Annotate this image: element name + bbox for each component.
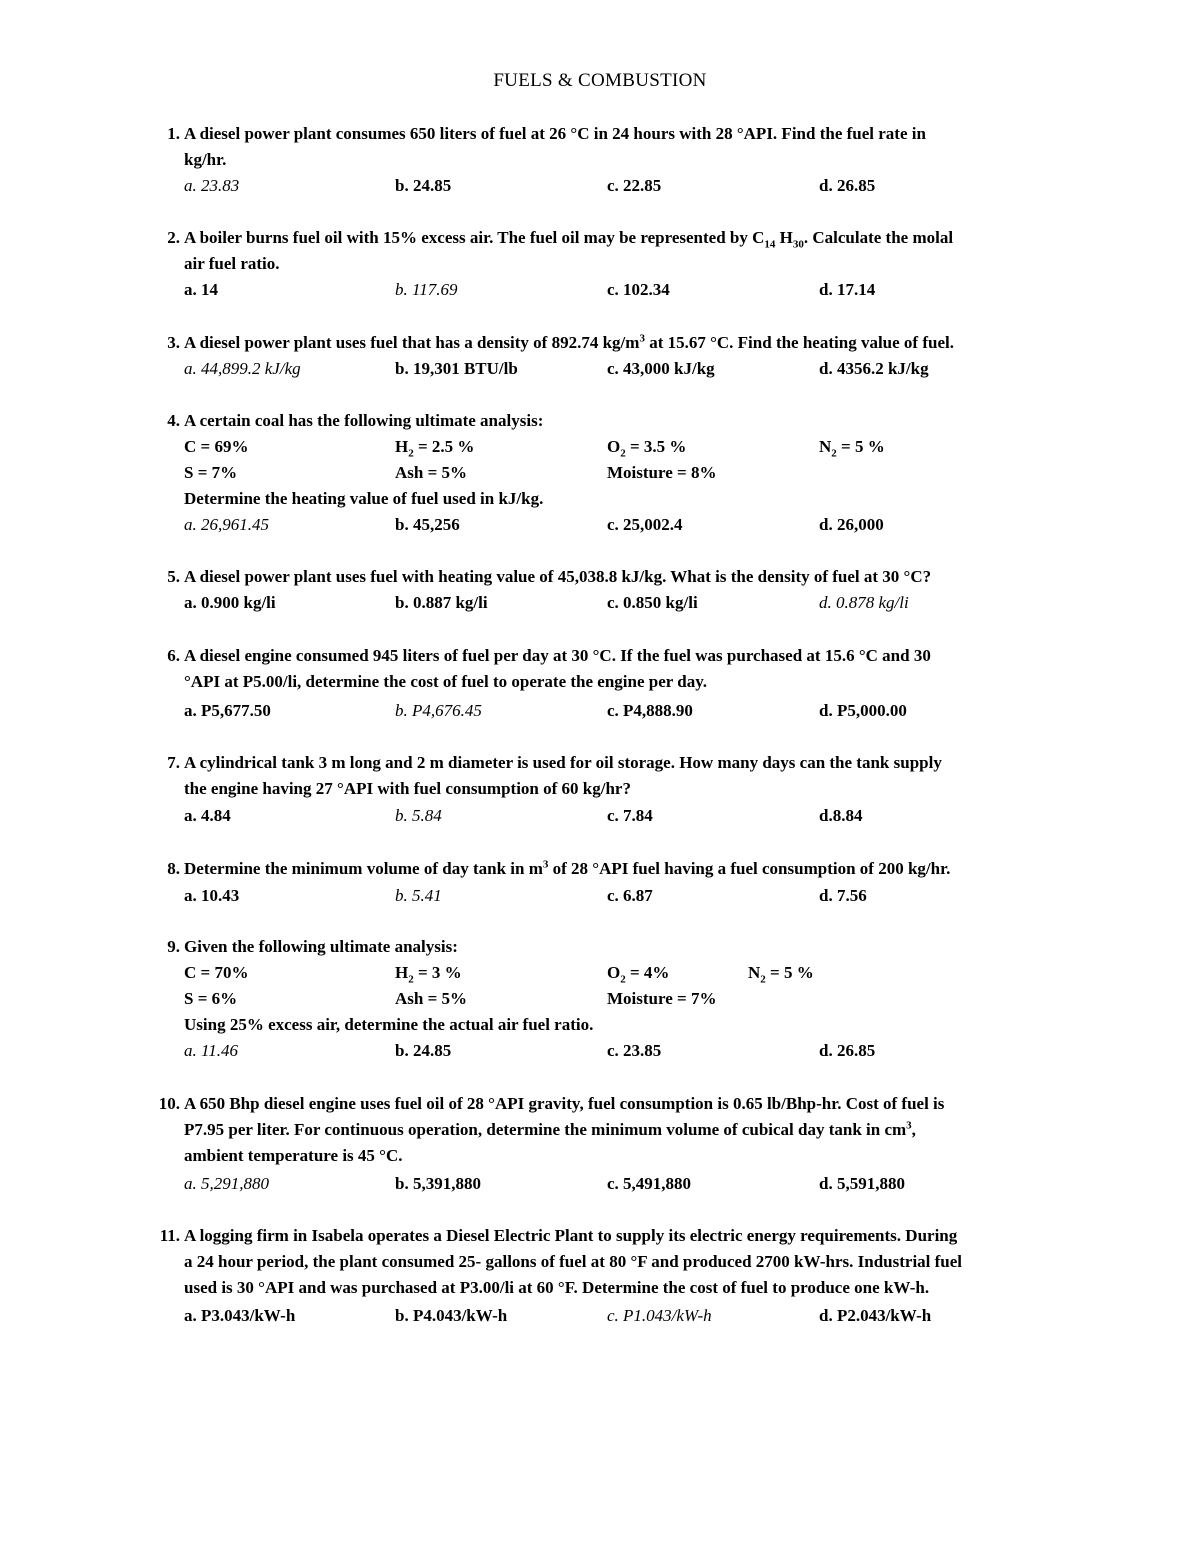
analysis-carbon: [184, 434, 248, 460]
question-line: [184, 1117, 1084, 1143]
choice-a: a. 11.46: [184, 1041, 238, 1060]
choice-a: a. 5,291,880: [184, 1174, 269, 1193]
question-text: [184, 121, 1084, 173]
choices-row: [184, 512, 1084, 538]
question-line: air fuel ratio.: [184, 254, 280, 273]
question-ask: [184, 1012, 1084, 1038]
choice-a: a. 0.900 kg/li: [184, 593, 276, 612]
choice-c: c. 0.850 kg/li: [607, 593, 698, 612]
question-line: A diesel power plant consumes 650 liters of fuel at 26 °C in 24 hours with 28 °API. Find the fuel rate in: [184, 124, 926, 143]
analysis-row: [184, 960, 1084, 986]
question-line: Given the following ultimate analysis:: [184, 937, 458, 956]
question-text: [184, 564, 1084, 590]
analysis-hydrogen: [395, 960, 462, 986]
question-text: [184, 643, 1084, 695]
choice-b: b. 5,391,880: [395, 1174, 481, 1193]
analysis-moisture: Moisture = 7%: [607, 989, 717, 1008]
choice-c: c. P1.043/kW-h: [607, 1306, 712, 1325]
question-number: 9.: [167, 937, 180, 956]
question-number: 4.: [167, 411, 180, 430]
choice-a: a. 10.43: [184, 886, 240, 905]
question-text: [184, 1223, 1084, 1301]
choices-row: [184, 173, 1084, 199]
analysis-row: [184, 434, 1084, 460]
question-line-rich: P7.95 per liter. For continuous operation, determine the minimum volume of cubical day tank in $cm^3$,: [184, 1119, 916, 1139]
question-text: [184, 934, 1084, 960]
analysis-sulfur: S = 7%: [184, 463, 238, 482]
choice-d: d. 26.85: [819, 1041, 876, 1060]
choice-d: d.8.84: [819, 806, 863, 825]
choices-row: [184, 277, 1084, 303]
choice-b: b. 0.887 kg/li: [395, 593, 488, 612]
choices-row: [184, 698, 1084, 724]
choices-row: [184, 803, 1084, 829]
choice-b: b. 24.85: [395, 1041, 452, 1060]
analysis-sulfur: S = 6%: [184, 989, 238, 1008]
choice-d: d. 0.878 kg/li: [819, 593, 909, 612]
question-ask: [184, 486, 1084, 512]
analysis-hydrogen-text: $H_2 = 3$ %: [395, 963, 462, 986]
question-line: a 24 hour period, the plant consumed 25- gallons of fuel at 80 °F and produced 2700 kW-hrs. Industrial fuel: [184, 1252, 963, 1271]
question-line: A cylindrical tank 3 m long and 2 m diameter is used for oil storage. How many days can the tank supply: [184, 753, 942, 772]
analysis-hydrogen: [395, 434, 474, 460]
question-number: 8.: [167, 859, 180, 878]
page-title: FUELS & COMBUSTION: [493, 70, 707, 91]
question-line: ambient temperature is 45 °C.: [184, 1146, 403, 1165]
question-line: used is 30 °API and was purchased at P3.00/li at 60 °F. Determine the cost of fuel to produce one kW-h.: [184, 1278, 930, 1297]
question-number: 6.: [167, 646, 180, 665]
choices-row: [184, 1303, 1084, 1329]
choice-c: c. 23.85: [607, 1041, 662, 1060]
analysis-nitrogen: [819, 434, 885, 460]
choice-d: d. P2.043/kW-h: [819, 1306, 932, 1325]
choice-d: d. 4356.2 kJ/kg: [819, 359, 929, 378]
choice-b: b. 117.69: [395, 280, 458, 299]
choices-row: [184, 356, 1084, 382]
choice-b: b. 5.84: [395, 806, 442, 825]
question-ask-text: Using 25% excess air, determine the actual air fuel ratio.: [184, 1015, 594, 1034]
choices-row: [184, 1171, 1084, 1197]
question-line-rich: A boiler burns fuel oil with 15% excess air. The fuel oil may be represented by $C_{14}$ $H_{30}$. Calculate the molal: [184, 228, 954, 251]
question-ask-text: Determine the heating value of fuel used in kJ/kg.: [184, 489, 544, 508]
question-text: [184, 330, 1084, 356]
question-number: 10.: [158, 1094, 180, 1113]
question-number: 3.: [167, 333, 180, 352]
choice-d: d. 26,000: [819, 515, 884, 534]
choice-b: b. 45,256: [395, 515, 460, 534]
analysis-oxygen: [607, 434, 686, 460]
question-line-rich: A diesel power plant uses fuel that has a density of 892.74 $kg/m^3$ at 15.67 °C. Find the heating value of fuel.: [184, 332, 954, 352]
analysis-oxygen: [607, 960, 669, 986]
choice-c: c. 43,000 kJ/kg: [607, 359, 715, 378]
choices-row: [184, 883, 1084, 909]
choice-a: a. 23.83: [184, 176, 240, 195]
analysis-carbon: [184, 960, 248, 986]
choice-a: a. P5,677.50: [184, 701, 271, 720]
choice-b: b. 5.41: [395, 886, 442, 905]
question-line: kg/hr.: [184, 150, 227, 169]
question-line: [184, 856, 1084, 882]
choice-c: c. 25,002.4: [607, 515, 683, 534]
question-line: [184, 330, 1084, 356]
question-line: A certain coal has the following ultimate analysis:: [184, 411, 544, 430]
choice-b: b. 24.85: [395, 176, 452, 195]
question-line: A diesel engine consumed 945 liters of fuel per day at 30 °C. If the fuel was purchased at 15.6 °C and 30: [184, 646, 931, 665]
choice-d: d. P5,000.00: [819, 701, 907, 720]
question-number: 7.: [167, 753, 180, 772]
question-number: 2.: [167, 228, 180, 247]
choice-a: a. 44,899.2 kJ/kg: [184, 359, 301, 378]
analysis-nitrogen: [748, 960, 814, 986]
choice-a: a. P3.043/kW-h: [184, 1306, 296, 1325]
question-number: 1.: [167, 124, 180, 143]
question-text: [184, 225, 1084, 277]
question-text: [184, 408, 1084, 434]
analysis-ash: Ash = 5%: [395, 463, 468, 482]
analysis-row: [184, 986, 1084, 1012]
analysis-carbon-text: C = 70%: [184, 963, 249, 982]
analysis-carbon-text: C = 69%: [184, 437, 249, 456]
choice-a: a. 26,961.45: [184, 515, 269, 534]
question-line: the engine having 27 °API with fuel consumption of 60 kg/hr?: [184, 779, 631, 798]
question-line: [184, 225, 1084, 251]
question-text: [184, 856, 1084, 882]
question-line: A logging firm in Isabela operates a Diesel Electric Plant to supply its electric energy requirements. During: [184, 1226, 958, 1245]
choices-row: [184, 1038, 1084, 1064]
question-line-rich: Determine the minimum volume of day tank in $m^3$ of 28 °API fuel having a fuel consumption of 200 kg/hr.: [184, 858, 951, 878]
choice-a: a. 4.84: [184, 806, 231, 825]
analysis-nitrogen-text: $N_2 = 5$ %: [819, 437, 885, 460]
choice-c: c. 102.34: [607, 280, 670, 299]
choice-c: c. 5,491,880: [607, 1174, 692, 1193]
choice-c: c. 7.84: [607, 806, 653, 825]
question-text: [184, 1091, 1084, 1169]
choices-row: [184, 590, 1084, 616]
choice-d: d. 5,591,880: [819, 1174, 905, 1193]
analysis-oxygen-text: $O_2 = 3.5$ %: [607, 437, 687, 460]
question-number: 11.: [159, 1226, 180, 1245]
question-number: 5.: [167, 567, 180, 586]
question-text: [184, 750, 1084, 802]
question-line: °API at P5.00/li, determine the cost of fuel to operate the engine per day.: [184, 672, 708, 691]
analysis-hydrogen-text: $H_2 = 2.5$ %: [395, 437, 475, 460]
analysis-moisture: Moisture = 8%: [607, 463, 717, 482]
analysis-nitrogen-text: $N_2 = 5$ %: [748, 963, 814, 986]
choice-c: c. 22.85: [607, 176, 662, 195]
analysis-oxygen-text: $O_2 = 4\%$: [607, 963, 670, 986]
choice-b: b. 19,301 BTU/lb: [395, 359, 518, 378]
analysis-ash: Ash = 5%: [395, 989, 468, 1008]
choice-d: d. 17.14: [819, 280, 876, 299]
question-line: A 650 Bhp diesel engine uses fuel oil of 28 °API gravity, fuel consumption is 0.65 lb/Bhp-hr. Cost of fuel is: [184, 1094, 945, 1113]
analysis-row: [184, 460, 1084, 486]
choice-b: b. P4.043/kW-h: [395, 1306, 508, 1325]
choice-c: c. P4,888.90: [607, 701, 693, 720]
choice-d: d. 7.56: [819, 886, 867, 905]
choice-a: a. 14: [184, 280, 218, 299]
choice-c: c. 6.87: [607, 886, 653, 905]
choice-b: b. P4,676.45: [395, 701, 482, 720]
choice-d: d. 26.85: [819, 176, 876, 195]
question-line: A diesel power plant uses fuel with heating value of 45,038.8 kJ/kg. What is the density of fuel at 30 °C?: [184, 567, 932, 586]
